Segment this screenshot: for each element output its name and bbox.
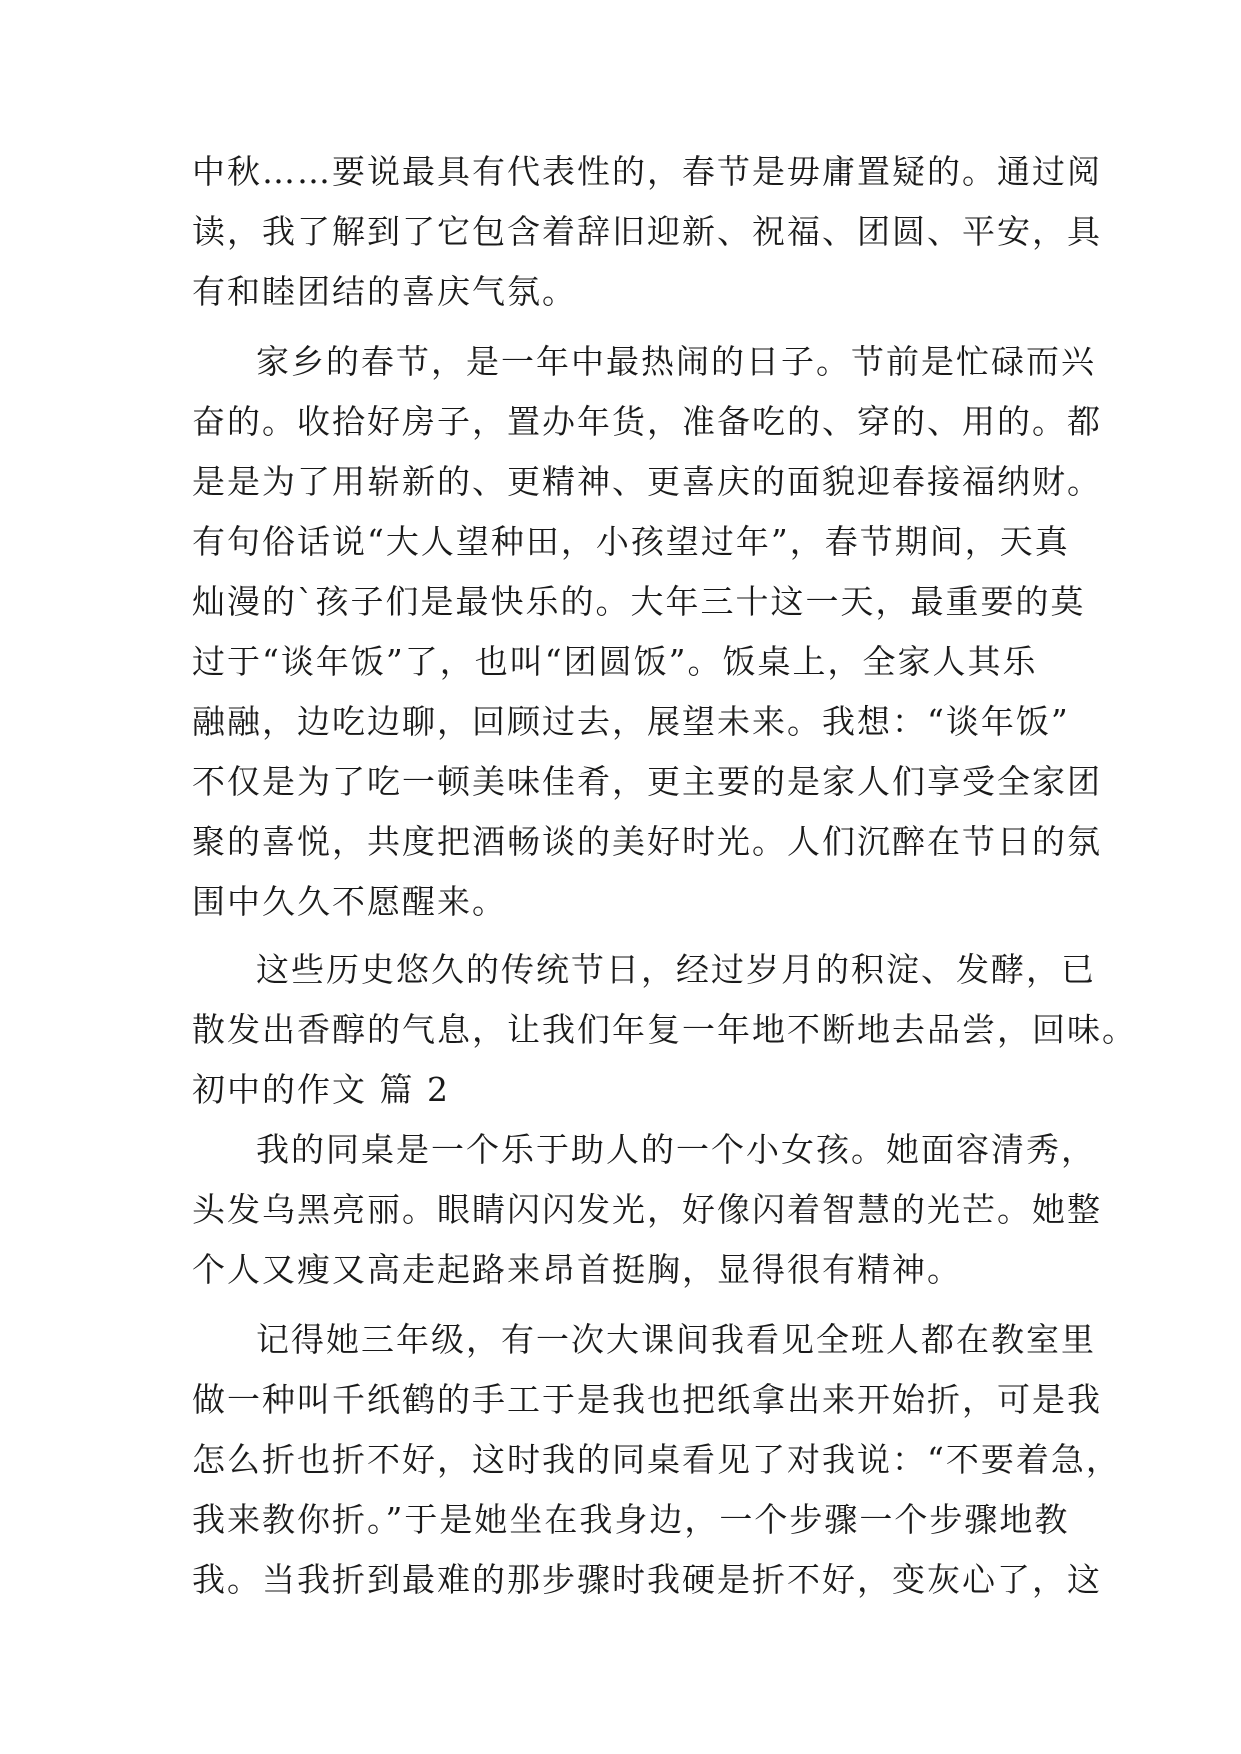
text-line: 我来教你折。”于是她坐在我身边，一个步骤一个步骤地教: [192, 1500, 1070, 1539]
text-line: 聚的喜悦，共度把酒畅谈的美好时光。人们沉醉在节日的氛: [192, 822, 1102, 861]
paragraph-start-line: 我的同桌是一个乐于助人的一个小女孩。她面容清秀，: [256, 1130, 1096, 1169]
text-line: 是是为了用崭新的、更精神、更喜庆的面貌迎春接福纳财。: [192, 462, 1102, 501]
text-line: 读，我了解到了它包含着辞旧迎新、祝福、团圆、平安，具: [192, 212, 1102, 251]
text-line: 头发乌黑亮丽。眼睛闪闪发光，好像闪着智慧的光芒。她整: [192, 1190, 1102, 1229]
paragraph-start-line: 这些历史悠久的传统节日，经过岁月的积淀、发酵，已: [256, 950, 1096, 989]
text-line: 散发出香醇的气息，让我们年复一年地不断地去品尝，回味。: [192, 1010, 1137, 1049]
text-line: 个人又瘦又高走起路来昂首挺胸，显得很有精神。: [192, 1250, 962, 1289]
text-line: 奋的。收拾好房子，置办年货，准备吃的、穿的、用的。都: [192, 402, 1102, 441]
text-line: 中秋……要说最具有代表性的，春节是毋庸置疑的。通过阅: [192, 152, 1102, 191]
text-line: 我。当我折到最难的那步骤时我硬是折不好，变灰心了，这: [192, 1560, 1102, 1599]
text-line: 围中久久不愿醒来。: [192, 882, 507, 921]
section-heading: 初中的作文 篇 2: [192, 1070, 450, 1109]
text-line: 有和睦团结的喜庆气氛。: [192, 272, 577, 311]
text-line: 融融，边吃边聊，回顾过去，展望未来。我想：“谈年饭”: [192, 702, 1070, 741]
paragraph-start-line: 家乡的春节，是一年中最热闹的日子。节前是忙碌而兴: [256, 342, 1096, 381]
paragraph-start-line: 记得她三年级，有一次大课间我看见全班人都在教室里: [256, 1320, 1096, 1359]
text-line: 灿漫的`孩子们是最快乐的。大年三十这一天，最重要的莫: [192, 582, 1086, 621]
text-line: 不仅是为了吃一顿美味佳肴，更主要的是家人们享受全家团: [192, 762, 1102, 801]
text-line: 做一种叫千纸鹤的手工于是我也把纸拿出来开始折，可是我: [192, 1380, 1102, 1419]
text-line: 过于“谈年饭”了，也叫“团圆饭”。饭桌上，全家人其乐: [192, 642, 1038, 681]
text-line: 怎么折也折不好，这时我的同桌看见了对我说：“不要着急，: [192, 1440, 1121, 1479]
text-line: 有句俗话说“大人望种田，小孩望过年”，春节期间，天真: [192, 522, 1070, 561]
